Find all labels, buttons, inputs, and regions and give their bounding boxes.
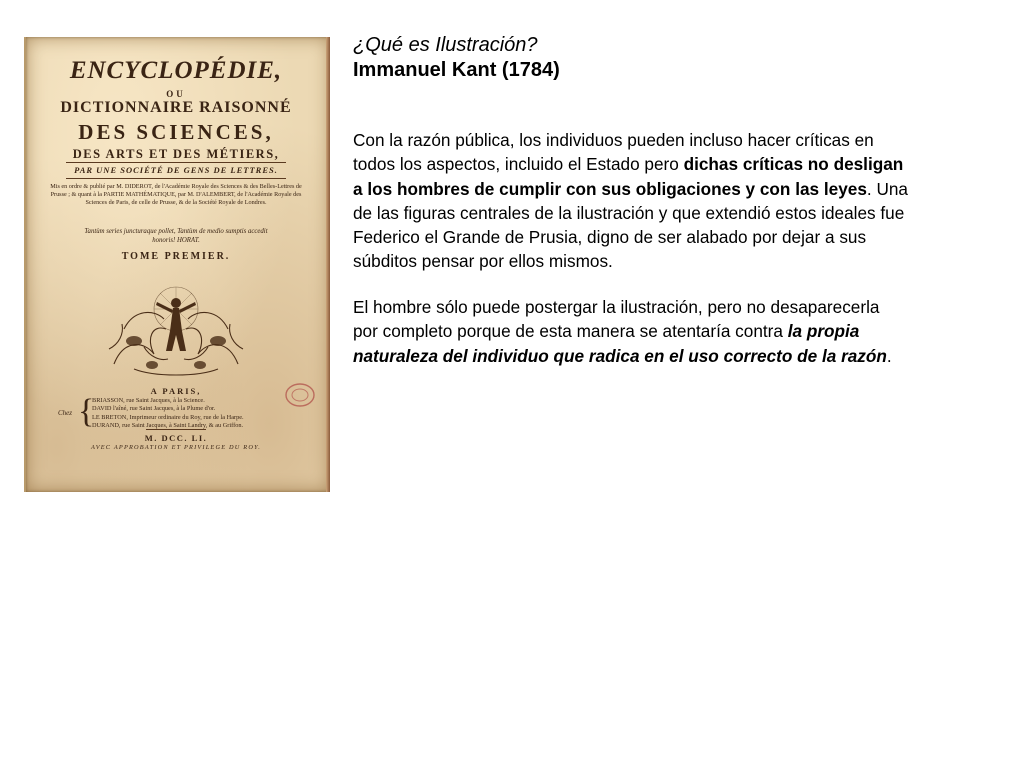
paragraph-postpone-enlightenment — [353, 295, 1003, 368]
book-societe: PAR UNE SOCIÉTÉ DE GENS DE LETTRES. — [74, 165, 278, 175]
book-rule — [146, 429, 206, 430]
book-title: ENCYCLOPÉDIE, — [69, 57, 283, 84]
text-run: todos los aspectos, incluido el Estado pero — [353, 154, 684, 175]
library-stamp — [284, 382, 316, 408]
book-vignette-illustration — [94, 269, 258, 383]
text-line: Con la razón pública, los individuos pueden incluso hacer críticas en — [353, 130, 874, 150]
emphasis-text: dichas críticas no desligan — [683, 154, 904, 175]
text-run: por completo porque de esta manera se atentaría contra — [353, 321, 788, 342]
text-line: Federico el Grande de Prusia, digno de ser alabado por dejar a sus — [353, 227, 867, 248]
text-line — [353, 319, 1003, 343]
book-publisher: DURAND, rue Saint Jacques, à Saint Landry, & au Griffon. — [92, 421, 244, 429]
book-publisher: LE BRETON, Imprimeur ordinaire du Roy, rue de la Harpe. — [92, 413, 244, 421]
book-publisher: BRIASSON, rue Saint Jacques, à la Science. — [92, 397, 205, 404]
book-publishers — [92, 397, 312, 430]
slide-question-heading: ¿Qué es Ilustración? — [353, 34, 538, 56]
book-tome: TOME PREMIER. — [121, 251, 231, 262]
book-year: M. DCC. LI. — [144, 433, 208, 443]
book-dictionnaire: DICTIONNAIRE RAISONNÉ — [60, 99, 292, 116]
book-editors: Mis en ordre & publié par M. DIDEROT, de l'Académie Royale des Sciences & des Belles-Lettres de Prusse ; & quant à la PARTIE MATHÉMATIQUE, par M. D'ALEMBERT, de l'Académie Royale des Sciences de Paris, de celle de Prusse, & de la Société Royale de Londres. — [50, 183, 302, 207]
book-sciences: DES SCIENCES, — [78, 120, 274, 144]
book-brace: { — [78, 393, 95, 430]
text-run: . Una — [866, 178, 908, 199]
book-publisher: DAVID l'aîné, rue Saint Jacques, à la Plume d'or. — [92, 405, 216, 413]
emphasis-text: a los hombres de cumplir con sus obligaciones y con las leyes — [353, 178, 867, 199]
book-privilege: AVEC APPROBATION ET PRIVILEGE DU ROY. — [90, 444, 262, 451]
book-rule — [66, 162, 286, 163]
paragraph-public-reason — [353, 128, 1003, 274]
book-motto: Tantùm series juncturaque pollet, Tantùm de medio sumptis accedit honoris! HORAT. — [84, 228, 268, 244]
text-line — [353, 152, 1003, 176]
emphasis-text: la propia — [787, 321, 860, 342]
text-line: súbditos pensar por ellos mismos. — [353, 251, 613, 272]
emphasis-text: naturaleza del individuo que radica en el uso correcto de la razón — [353, 345, 887, 366]
encyclopedie-title-page-image — [24, 37, 330, 492]
book-rule — [66, 178, 286, 179]
text-run: . — [886, 345, 892, 366]
book-arts: DES ARTS ET DES MÉTIERS, — [72, 147, 280, 161]
book-ou: OU — [166, 89, 186, 99]
text-line — [353, 344, 1003, 368]
book-city: A PARIS, — [150, 386, 202, 396]
slide-author-heading: Immanuel Kant (1784) — [353, 59, 560, 81]
book-edge — [326, 37, 330, 492]
text-line — [353, 177, 1003, 201]
book-chez: Chez — [58, 409, 72, 417]
text-line: El hombre sólo puede postergar la ilustración, pero no desaparecerla — [353, 297, 880, 317]
text-line: de las figuras centrales de la ilustración y que extendió estos ideales fue — [353, 202, 905, 223]
